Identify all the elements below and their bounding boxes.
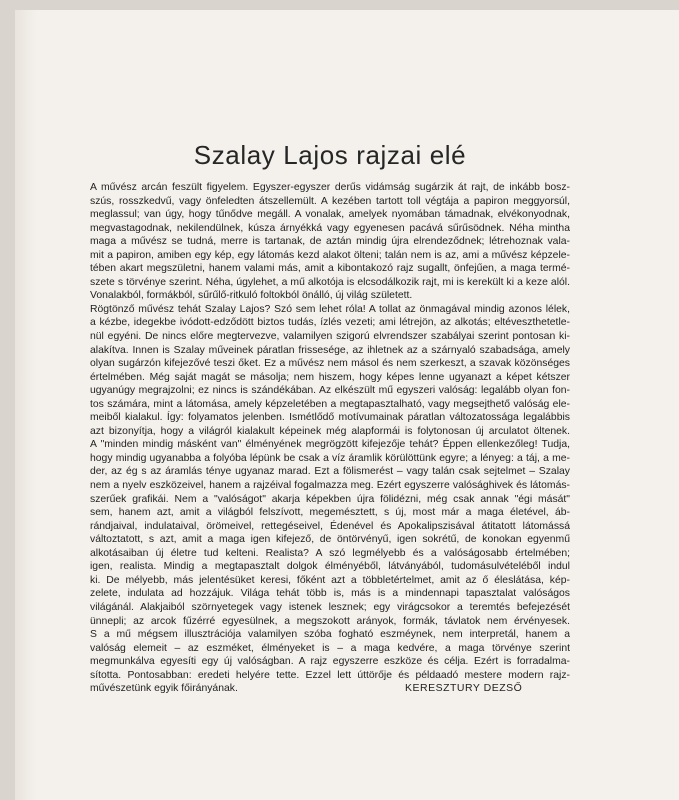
text-line: maga a művész se tudná, merre is tartanak, de aztán mindig újra elrendeződnek; létrehoznak vala- bbox=[90, 236, 570, 248]
text-line: szete s törvénye szerint. Néha, úgylehet, a mű alkotója is elcsodálkozik rajt, mi is kerekült ki a keze alól. bbox=[90, 276, 570, 288]
text-line: A művész arcán feszült figyelem. Egyszer-egyszer derűs vidámság sugárzik át rajt, de inkább bosz- bbox=[90, 182, 570, 193]
text-line: sította. Pontosabban: eredeti helyére tette. Ezzel lett úttörője és példaadó mestere modern rajz- bbox=[90, 669, 570, 681]
text-line: A "minden mindig másként van" élményének megrögzött kifejezője tehát? Éppen ellenkezőleg! Tudja, bbox=[90, 439, 570, 451]
author-signature: KERESZTURY DEZSŐ bbox=[405, 682, 523, 694]
text-line: változtatott, s azt, amit a maga igen kifejező, de öntörvényű, igen sokrétű, de konokan egyenmű bbox=[90, 534, 570, 546]
text-line: mit a papiron, amiben egy kép, egy látomás kezd alakot ölteni; talán nem is az, ami a művész képzele- bbox=[90, 249, 570, 261]
text-line: megvastagodnak, nekilendülnek, kúsza árnyékká vagy egyenesen pacává sűrűsödnek. Néha mintha bbox=[90, 222, 570, 234]
text-line: a kézbe, idegekbe ivódott-edződött biztos tudás, ízlés vezeti; ami létrejön, az alkotás; eltéveszthetetle- bbox=[90, 317, 570, 329]
text-line: meglassul; van úgy, hogy tűnődve megáll. A vonalak, amelyek nyomában támadnak, elvékonyodnak, bbox=[90, 209, 570, 221]
text-line: világánál. Alakjaiból szörnyetegek vagy istenek lesznek; egy virágcsokor a teremtés befejezését bbox=[90, 601, 570, 613]
text-line: szús, rosszkedvű, vagy önfeledten átszellemült. A kezében tartott toll végtája a papiron meggyorsúl, bbox=[90, 195, 570, 207]
text-line: nül egyéni. De nincs előre megtervezve, valamilyen szigorú elvrendszer szabályai szerint pontosan ki- bbox=[90, 331, 570, 343]
text-line: alakítva. Innen is Szalay műveinek páratlan frissesége, az ihletnek az a szárnyaló szabadsága, amely bbox=[90, 344, 570, 356]
text-line: olyan sugárzón kifejezővé teszi őket. Ez a művész nem másol és nem szerkeszt, a szavak közönséges bbox=[90, 358, 570, 370]
text-line: ugyanúgy megrajzolni; ez nincs is szándékában. Az elkészült mű egyszeri valóság: legalább olyan fon- bbox=[90, 385, 570, 397]
page-gutter-shadow bbox=[15, 10, 37, 800]
text-line: azt bizonyítja, hogy a világról kialakult képeinek még alapformái is folytonosan új arculatot öltenek. bbox=[90, 425, 570, 437]
text-line: der, az ég s az áramlás ténye ugyanaz marad. Ezt a fölismerést – vagy talán csak sejtelmet – Szalay bbox=[90, 466, 570, 478]
text-line: művészetünk egyik főirányának. bbox=[90, 683, 238, 695]
text-line: rándjaival, indulataival, örömeivel, rettegéseivel, Édenével és Apokalipszisával átitatott látomássá bbox=[90, 520, 570, 532]
text-line: nem a nyelv eszközeivel, hanem a rajzéival fogalmazza meg. Ezért egyszerre valósághivek és látomás- bbox=[90, 480, 570, 492]
text-line: ünnepli; az arcok fűzérré egyesülnek, a megszokott arányok, formák, távlatok nem érvényesek. bbox=[90, 615, 570, 627]
text-line: sem, hanem azt, amit a világból felszívott, megemésztett, s új, most már a maga életével, áb- bbox=[90, 507, 570, 519]
text-line: zelete, indulata ad hozzájuk. Világa tehát több is, más is a mindennapi tapasztalat valóságos bbox=[90, 588, 570, 600]
page-title: Szalay Lajos rajzai elé bbox=[193, 140, 467, 170]
essay-body bbox=[90, 181, 570, 696]
text-line: tos számára, mint a látomása, amely képzeletében a megtapasztalható, vagy megsejthető valóság ele- bbox=[90, 398, 570, 410]
text-line: ki. De mélyebb, más jelentésüket keresi, főként azt a többletértelmet, amit az ő éleslátása, kép- bbox=[90, 574, 570, 586]
text-line: Rögtönző művész tehát Szalay Lajos? Szó sem lehet róla! A tollat az önmagával mindig azonos lélek, bbox=[90, 303, 570, 315]
text-line: igen, realista. Mindig a megtapasztalt dolgok élményéből, látványából, tudomásulvételéből indul bbox=[90, 561, 570, 573]
text-line: szerűek grafikái. Nem a "valóságot" akarja képekben újra fölidézni, még csak annak "égi mását" bbox=[90, 493, 570, 505]
text-line: értelmében. Még saját magát se másolja; nem hiszem, hogy képes lenne ugyanazt a képet kétszer bbox=[90, 371, 570, 383]
text-line: hogy mindig ugyanabba a folyóba lépünk be csak a víz áramlik körülöttünk egyre; a lényeg: a táj, a me- bbox=[90, 452, 570, 464]
text-line: Vonalakból, formákból, sűrűlő-ritkuló foltokból önálló, új világ született. bbox=[90, 290, 413, 302]
text-line: valóság elemeit – az eszméket, élményeket is – a maga kedvére, a maga törvénye szerint bbox=[90, 642, 570, 654]
text-line: megmunkálva egyesíti egy új valóságban. A rajz egyszerre eszköze és célja. Ezért is forradalma- bbox=[90, 656, 570, 668]
text-line: S a mű mégsem illusztrációja valamilyen szóba fogható eszméynek, nem interpretál, hanem a bbox=[90, 629, 570, 641]
text-line: meiből kialakul. Így: folyamatos jelenben. Ismétlődő motívumainak páratlan változatossága legalábbis bbox=[90, 412, 570, 424]
text-line: alkotásaiban új életre tud kelteni. Realista? A szó legmélyebb és a valóságosabb értelmében; bbox=[90, 547, 570, 559]
text-line: tében akart megszületni, hanem valami más, amit a kibontakozó rajz sugallt, önfejűen, a maga termé- bbox=[90, 263, 570, 275]
